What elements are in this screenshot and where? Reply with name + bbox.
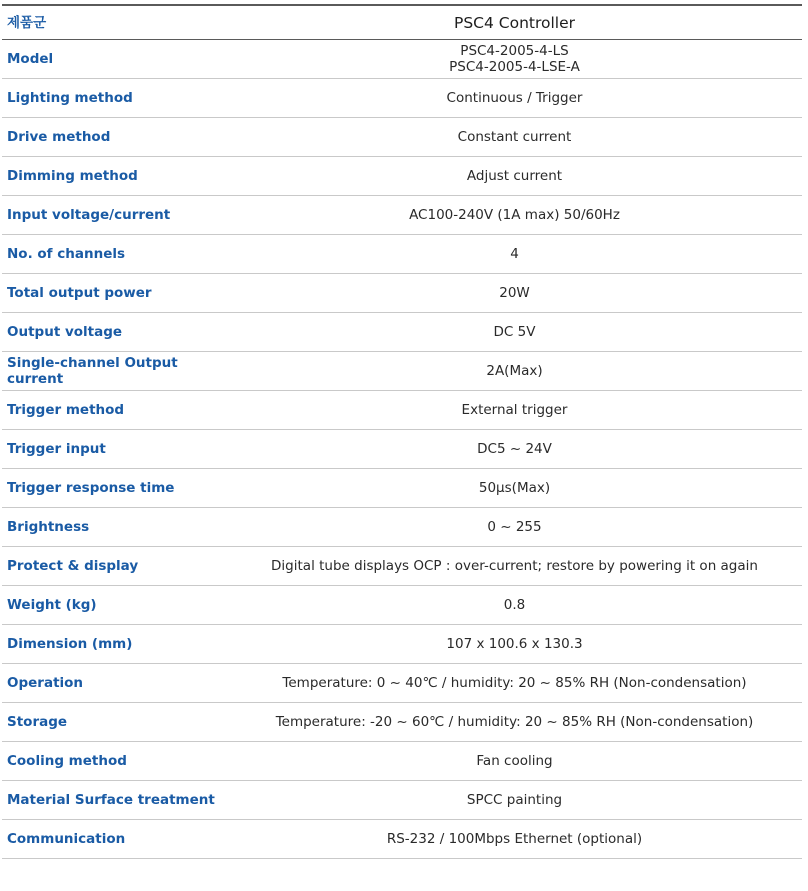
row-value: Constant current bbox=[457, 129, 572, 145]
row-value: Temperature: -20 ~ 60℃ / humidity: 20 ~ 85% RH (Non-condensation) bbox=[275, 714, 754, 730]
spec-table bbox=[2, 4, 802, 859]
row-label: Communication bbox=[7, 831, 126, 847]
spec-row bbox=[2, 508, 802, 547]
row-value: RS-232 / 100Mbps Ethernet (optional) bbox=[386, 831, 643, 847]
spec-row bbox=[2, 664, 802, 703]
spec-row bbox=[2, 781, 802, 820]
row-label: Trigger method bbox=[7, 402, 125, 418]
row-value: DC 5V bbox=[493, 324, 536, 340]
spec-header-row bbox=[2, 5, 802, 40]
row-label: Output voltage bbox=[7, 324, 123, 340]
row-label: No. of channels bbox=[7, 246, 126, 262]
row-label: Trigger response time bbox=[7, 480, 175, 496]
row-label: Dimming method bbox=[7, 168, 138, 184]
model-number: PSC4-2005-4-LS bbox=[460, 43, 569, 59]
row-value: 50μs(Max) bbox=[478, 480, 551, 496]
row-label: Trigger input bbox=[7, 441, 106, 457]
spec-row bbox=[2, 469, 802, 508]
row-value: AC100-240V (1A max) 50/60Hz bbox=[409, 207, 620, 223]
spec-row bbox=[2, 742, 802, 781]
row-label: Dimension (mm) bbox=[7, 636, 133, 652]
header-product: PSC4 Controller bbox=[453, 13, 576, 32]
row-value: Digital tube displays OCP : over-current; restore by powering it on again bbox=[271, 558, 758, 574]
spec-row bbox=[2, 157, 802, 196]
row-value: 2A(Max) bbox=[486, 363, 543, 379]
spec-row bbox=[2, 235, 802, 274]
row-label: Cooling method bbox=[7, 753, 127, 769]
row-value: DC5 ~ 24V bbox=[477, 441, 552, 457]
row-value: External trigger bbox=[461, 402, 568, 418]
row-label: Model bbox=[7, 51, 54, 67]
row-value: Fan cooling bbox=[476, 753, 553, 769]
spec-row bbox=[2, 313, 802, 352]
spec-row bbox=[2, 79, 802, 118]
row-value: 20W bbox=[499, 285, 530, 301]
row-value: SPCC painting bbox=[466, 792, 563, 808]
row-label: Drive method bbox=[7, 129, 111, 145]
spec-row bbox=[2, 547, 802, 586]
spec-row-model bbox=[2, 40, 802, 79]
header-label: 제품군 bbox=[7, 14, 47, 31]
row-label: Operation bbox=[7, 675, 84, 691]
spec-row bbox=[2, 586, 802, 625]
row-value bbox=[227, 40, 802, 79]
row-value: 4 bbox=[510, 246, 519, 262]
row-value: 107 x 100.6 x 130.3 bbox=[446, 636, 583, 652]
spec-row bbox=[2, 274, 802, 313]
spec-row bbox=[2, 352, 802, 391]
row-value: Continuous / Trigger bbox=[446, 90, 583, 106]
row-label: Protect & display bbox=[7, 558, 139, 574]
row-value: Adjust current bbox=[466, 168, 563, 184]
row-label: Single-channel Output current bbox=[7, 355, 178, 387]
spec-row bbox=[2, 625, 802, 664]
spec-row bbox=[2, 118, 802, 157]
model-number: PSC4-2005-4-LSE-A bbox=[449, 59, 580, 75]
row-label: Weight (kg) bbox=[7, 597, 97, 613]
row-label: Input voltage/current bbox=[7, 207, 171, 223]
row-value: 0 ~ 255 bbox=[487, 519, 542, 535]
spec-row bbox=[2, 430, 802, 469]
spec-row bbox=[2, 196, 802, 235]
row-label: Brightness bbox=[7, 519, 90, 535]
row-label: Storage bbox=[7, 714, 68, 730]
spec-row bbox=[2, 820, 802, 859]
row-value: Temperature: 0 ~ 40℃ / humidity: 20 ~ 85% RH (Non-condensation) bbox=[282, 675, 747, 691]
spec-row bbox=[2, 703, 802, 742]
row-label: Lighting method bbox=[7, 90, 133, 106]
row-label: Material Surface treatment bbox=[7, 792, 215, 808]
spec-row bbox=[2, 391, 802, 430]
row-label: Total output power bbox=[7, 285, 152, 301]
row-value: 0.8 bbox=[503, 597, 526, 613]
